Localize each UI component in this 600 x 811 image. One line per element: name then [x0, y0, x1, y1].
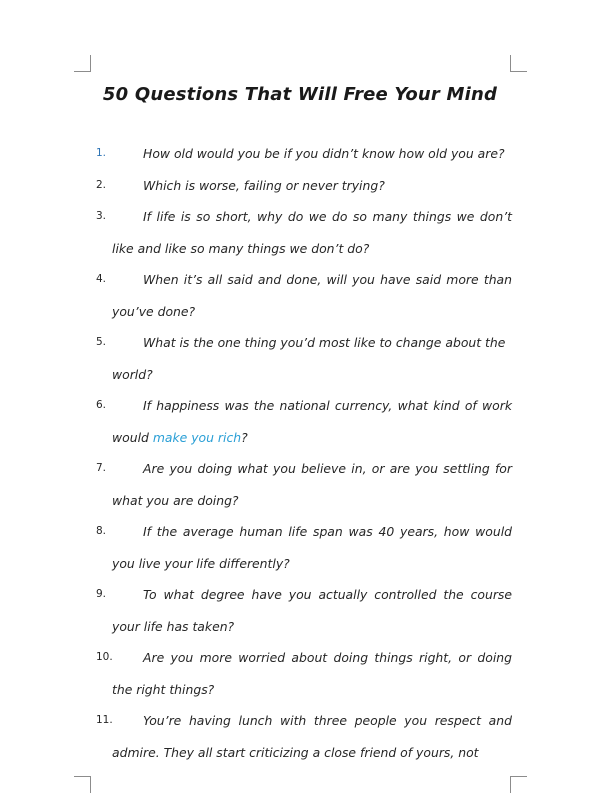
list-item: [96, 516, 512, 579]
item-number: 8.: [96, 525, 107, 537]
list-item: [96, 390, 512, 453]
list-item: [96, 642, 512, 705]
list-item: [96, 138, 512, 170]
item-number: 2.: [96, 178, 107, 191]
question-list: [96, 138, 512, 768]
item-number: 5.: [96, 336, 107, 348]
list-item: [96, 170, 512, 202]
item-text: What is the one thing you’d most like to change about the world?: [112, 335, 506, 382]
item-number: 4.: [96, 273, 107, 285]
crop-mark-top-right: [510, 55, 527, 72]
item-text: If happiness was the national currency, what kind of work would: [112, 398, 512, 445]
list-item: [96, 453, 512, 516]
list-item: [96, 327, 512, 390]
list-item: [96, 579, 512, 642]
item-text: Are you doing what you believe in, or are you settling for what you are doing?: [112, 461, 512, 508]
item-number: 6.: [96, 399, 107, 411]
item-number: 1.: [96, 147, 107, 159]
list-item: [96, 264, 512, 327]
item-number: 3.: [96, 210, 107, 222]
item-text: How old would you be if you didn’t know how old you are?: [143, 146, 505, 161]
item-text: To what degree have you actually controlled the course your life has taken?: [112, 587, 512, 634]
list-item: [96, 201, 512, 264]
item-text: You’re having lunch with three people you respect and admire. They all start criticizing a close friend of yours, not: [112, 713, 512, 760]
crop-mark-bottom-left: [74, 776, 91, 793]
item-text: When it’s all said and done, will you have said more than you’ve done?: [112, 272, 512, 319]
crop-mark-top-left: [74, 55, 91, 72]
item-number: 7.: [96, 462, 107, 474]
item-number: 9.: [96, 588, 107, 600]
make-you-rich-link[interactable]: make you rich: [152, 429, 242, 445]
item-number: 11.: [96, 714, 113, 726]
item-text: Which is worse, failing or never trying?: [143, 177, 385, 193]
item-text: If the average human life span was 40 years, how would you live your life differently?: [112, 524, 512, 571]
item-number: 10.: [96, 651, 113, 663]
list-item: [96, 705, 512, 768]
item-text: If life is so short, why do we do so many things we don’t like and like so many things we don’t do?: [112, 209, 512, 256]
item-text: Are you more worried about doing things right, or doing the right things?: [112, 650, 512, 697]
crop-mark-bottom-right: [510, 776, 527, 793]
item-text-end: ?: [241, 429, 248, 445]
page-title: 50 Questions That Will Free Your Mind: [102, 84, 498, 105]
